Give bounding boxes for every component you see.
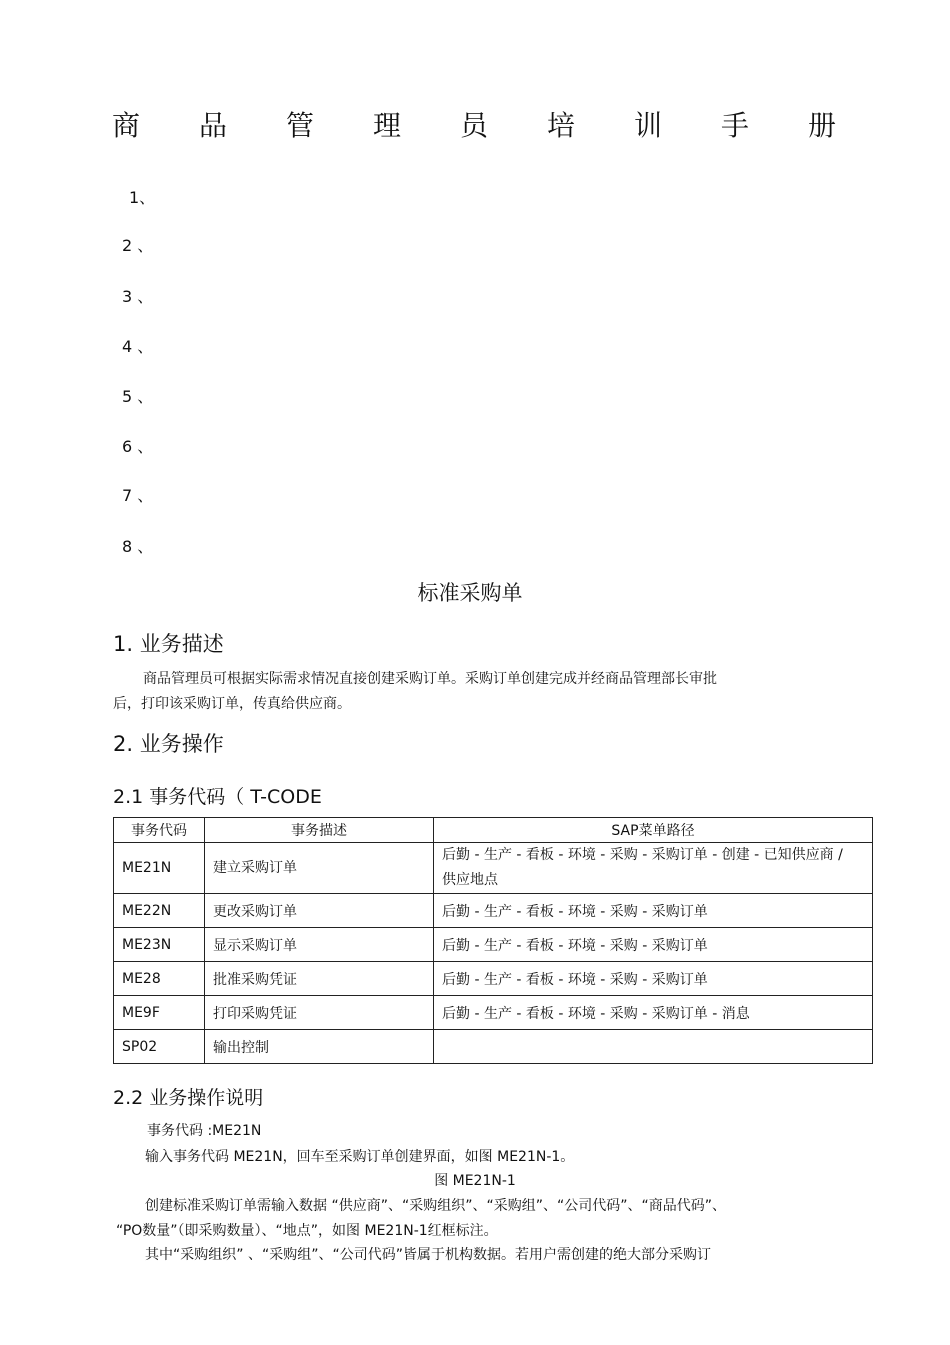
description-cell: 显示采购订单 (205, 928, 434, 962)
ops-line: “PO数量”（即采购数量）、“地点”，如图 ME21N-1红框标注。 (116, 1223, 498, 1239)
toc-item: 3 、 (122, 287, 154, 306)
menu-path-line: 供应地点 (442, 872, 498, 888)
section-title: 标准采购单 (417, 581, 523, 605)
column-header: SAP菜单路径 (434, 818, 873, 843)
figure-caption: 图 ME21N-1 (434, 1173, 516, 1189)
menu-path-cell (434, 843, 873, 894)
menu-path-cell: 后勤 - 生产 - 看板 - 环境 - 采购 - 采购订单 (434, 962, 873, 996)
tcode-cell: ME9F (114, 996, 205, 1030)
table-header-row (114, 818, 873, 843)
menu-path-cell: 后勤 - 生产 - 看板 - 环境 - 采购 - 采购订单 - 消息 (434, 996, 873, 1030)
description-cell: 更改采购订单 (205, 894, 434, 928)
description-cell: 建立采购订单 (205, 843, 434, 894)
toc-item: 1、 (129, 188, 156, 207)
tcode-cell: ME23N (114, 928, 205, 962)
toc-item: 5 、 (122, 387, 154, 406)
description-line: 后，打印该采购订单，传真给供应商。 (113, 696, 351, 712)
description-cell: 打印采购凭证 (205, 996, 434, 1030)
toc-item: 4 、 (122, 337, 154, 356)
heading-business-description: 1. 业务描述 (113, 632, 224, 656)
ops-line: 输入事务代码 ME21N，回车至采购订单创建界面，如图 ME21N-1。 (145, 1149, 575, 1165)
heading-operation-description: 2.2 业务操作说明 (113, 1087, 264, 1109)
table-row (114, 996, 873, 1030)
title-char: 品 (199, 109, 228, 142)
table-row (114, 1030, 873, 1064)
title-char: 理 (373, 109, 402, 142)
menu-path-cell (434, 1030, 873, 1064)
menu-path-cell: 后勤 - 生产 - 看板 - 环境 - 采购 - 采购订单 (434, 894, 873, 928)
description-line: 商品管理员可根据实际需求情况直接创建采购订单。采购订单创建完成并经商品管理部长审批 (143, 671, 717, 687)
menu-path-cell: 后勤 - 生产 - 看板 - 环境 - 采购 - 采购订单 (434, 928, 873, 962)
table-row (114, 843, 873, 894)
tcode-cell: SP02 (114, 1030, 205, 1064)
toc-item: 2 、 (122, 236, 154, 255)
ops-line: 事务代码 :ME21N (147, 1123, 262, 1139)
title-char: 册 (808, 109, 837, 142)
description-cell: 输出控制 (205, 1030, 434, 1064)
column-header: 事务代码 (114, 818, 205, 843)
table-row (114, 962, 873, 996)
tcode-table (113, 817, 873, 1064)
toc-item: 8 、 (122, 537, 154, 556)
title-char: 管 (286, 109, 315, 142)
ops-line: 创建标准采购订单需输入数据 “供应商”、“采购组织”、“采购组”、“公司代码”、“商品代码”、 (145, 1198, 726, 1214)
heading-business-operations: 2. 业务操作 (113, 732, 224, 756)
title-char: 培 (547, 109, 576, 142)
title-char: 手 (721, 109, 750, 142)
title-char: 训 (634, 109, 663, 142)
heading-tcode: 2.1 事务代码（ T-CODE (113, 786, 322, 808)
tcode-cell: ME28 (114, 962, 205, 996)
menu-path-line: 后勤 - 生产 - 看板 - 环境 - 采购 - 采购订单 - 创建 - 已知供应商 / (442, 847, 843, 863)
table-row (114, 928, 873, 962)
toc-item: 6 、 (122, 437, 154, 456)
column-header: 事务描述 (205, 818, 434, 843)
toc-item: 7 、 (122, 486, 154, 505)
title-char: 员 (460, 109, 489, 142)
tcode-cell: ME22N (114, 894, 205, 928)
tcode-cell: ME21N (114, 843, 205, 894)
description-cell: 批准采购凭证 (205, 962, 434, 996)
ops-line: 其中“采购组织” 、“采购组”、“公司代码”皆属于机构数据。若用户需创建的绝大部分采购订 (145, 1247, 711, 1263)
table-row (114, 894, 873, 928)
title-char: 商 (112, 109, 141, 142)
